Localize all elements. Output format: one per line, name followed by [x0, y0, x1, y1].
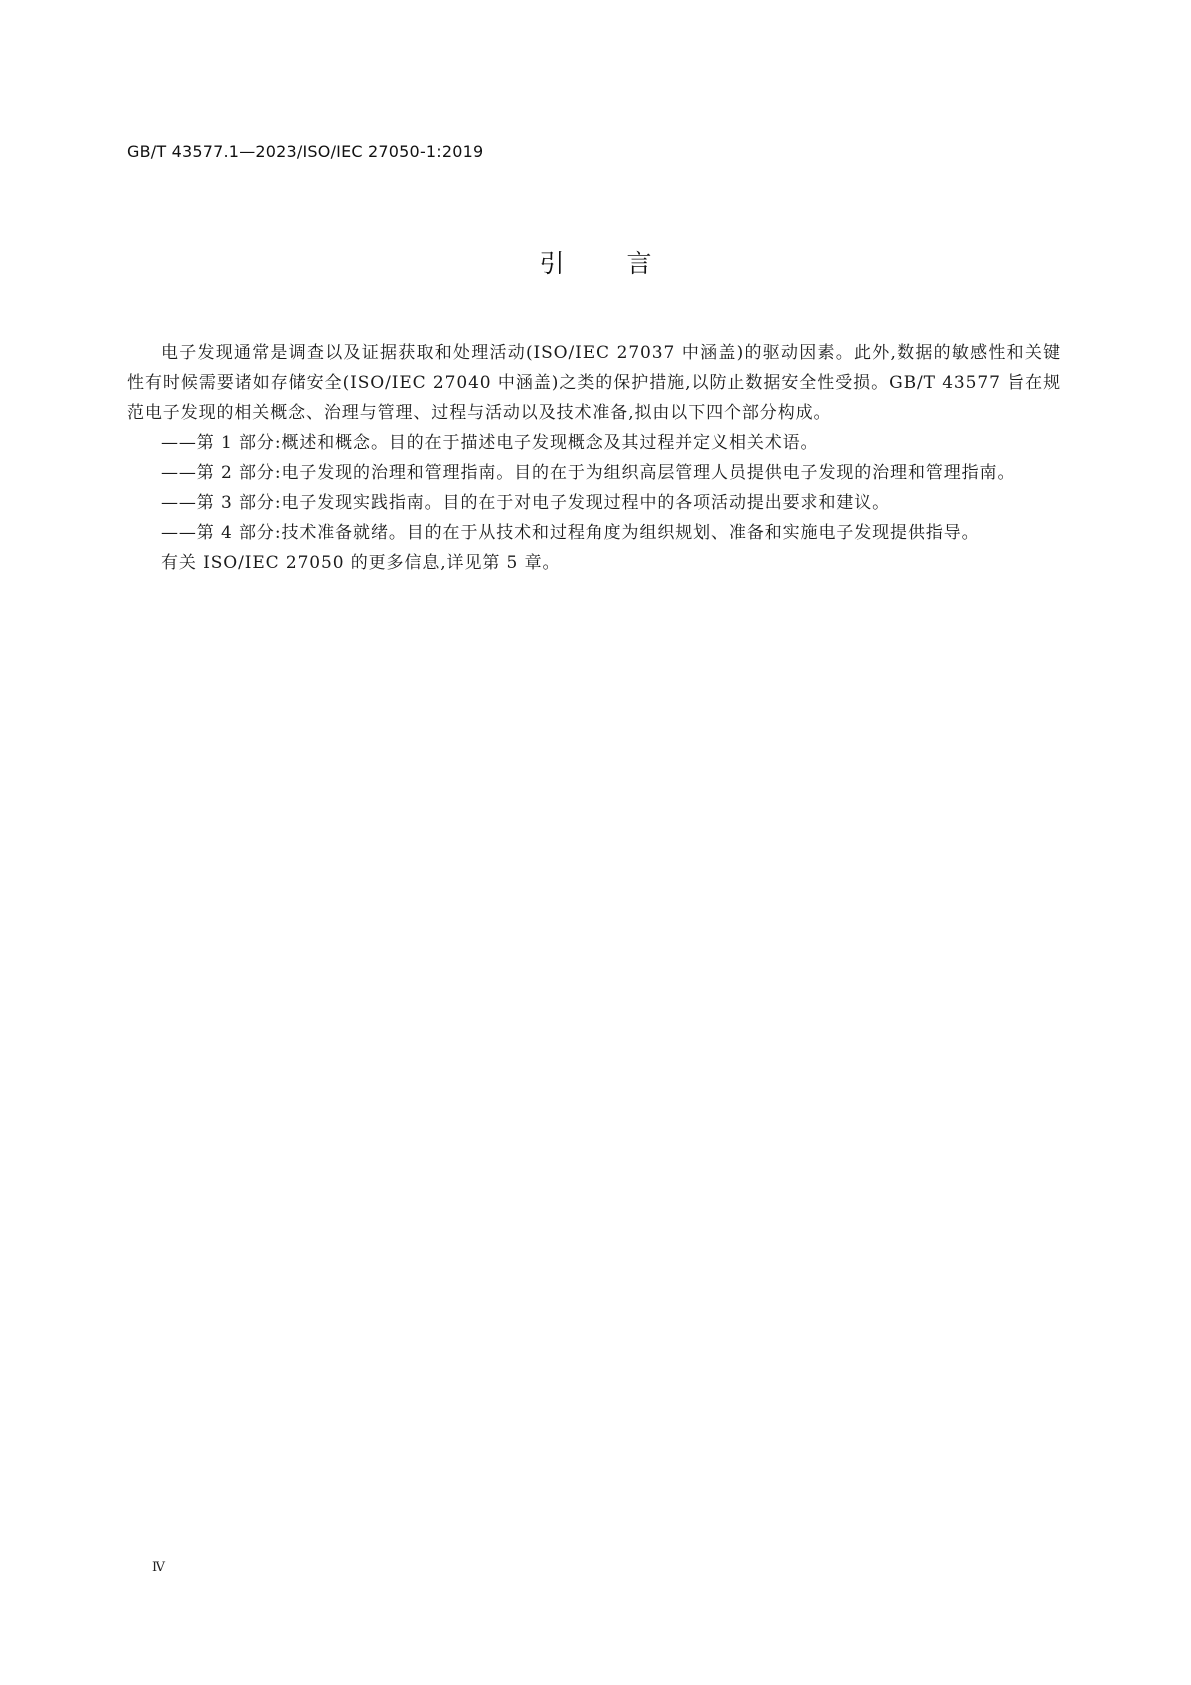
intro-paragraph: 电子发现通常是调查以及证据获取和处理活动(ISO/IEC 27037 中涵盖)的驱动因素。此外,数据的敏感性和关键性有时候需要诸如存储安全(ISO/IEC 27040 中涵盖)之类的保护措施,以防止数据安全性受损。GB/T 43577 旨在规范电子发现的相关概念、治理与管理、过程与活动以及技术准备,拟由以下四个部分构成。	[127, 343, 1061, 423]
document-body	[127, 338, 1061, 578]
page-number: Ⅳ	[152, 1560, 165, 1575]
list-item-part-4: ——第 4 部分:技术准备就绪。目的在于从技术和过程角度为组织规划、准备和实施电子发现提供指导。	[161, 523, 980, 543]
list-item-part-3: ——第 3 部分:电子发现实践指南。目的在于对电子发现过程中的各项活动提出要求和建议。	[161, 493, 891, 513]
list-item-part-2: ——第 2 部分:电子发现的治理和管理指南。目的在于为组织高层管理人员提供电子发现的治理和管理指南。	[161, 463, 1016, 483]
standard-code-header: GB/T 43577.1—2023/ISO/IEC 27050-1:2019	[127, 142, 484, 161]
list-item-part-1: ——第 1 部分:概述和概念。目的在于描述电子发现概念及其过程并定义相关术语。	[161, 433, 819, 453]
page-title: 引言	[539, 249, 714, 278]
more-info-paragraph: 有关 ISO/IEC 27050 的更多信息,详见第 5 章。	[161, 553, 561, 573]
